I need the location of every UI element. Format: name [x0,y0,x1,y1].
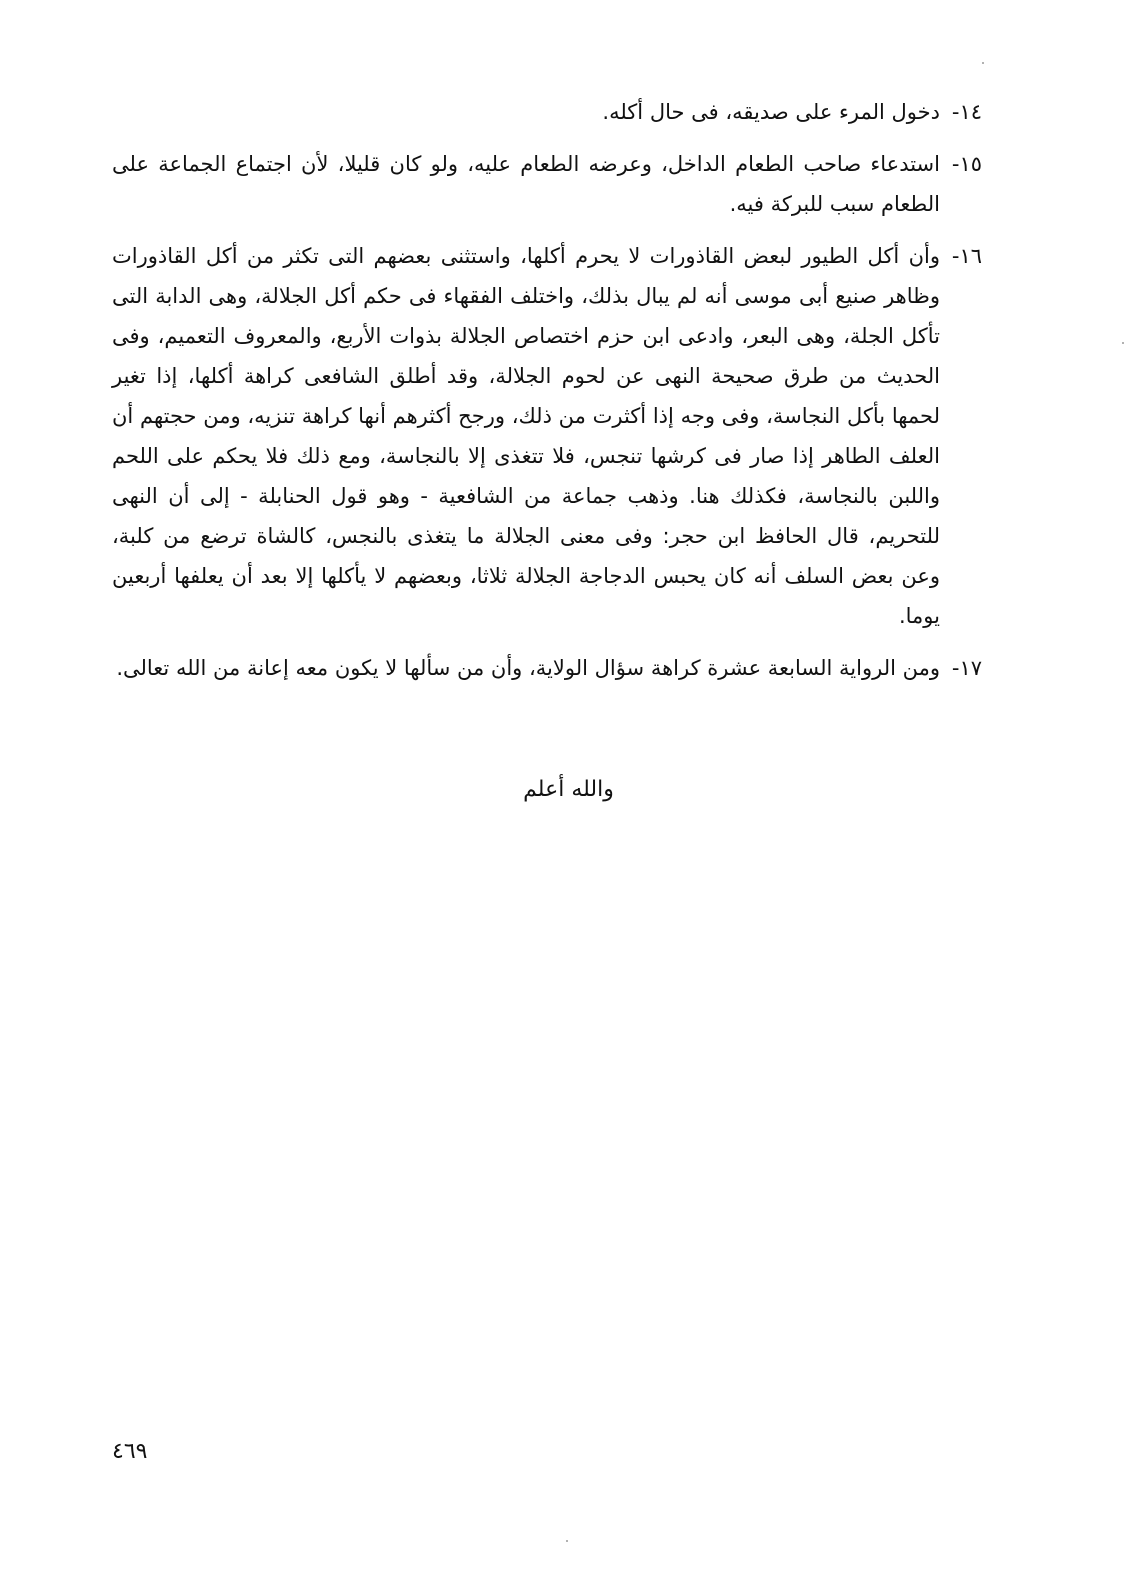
list-item [112,648,982,688]
item-text: دخول المرء على صديقه، فى حال أكله. [602,100,940,124]
page-number: ٤٦٩ [112,1439,148,1464]
list-item [112,92,982,132]
item-number: ١٧- [951,656,982,680]
scan-speck [566,1540,568,1542]
item-number: ١٤- [951,100,982,124]
list-item [112,144,982,224]
scan-speck [982,62,984,64]
item-number: ١٥- [951,152,982,176]
item-number: ١٦- [951,244,982,268]
body-text [112,92,982,700]
scan-speck [1122,342,1124,344]
list-item [112,236,982,636]
item-text: استدعاء صاحب الطعام الداخل، وعرضه الطعام عليه، ولو كان قليلا، لأن اجتماع الجماعة على الطعام سبب للبركة فيه. [112,152,940,216]
item-text: ومن الرواية السابعة عشرة كراهة سؤال الولاية، وأن من سألها لا يكون معه إعانة من الله تعالى. [116,656,940,680]
closing-phrase: والله أعلم [523,777,614,802]
item-text: وأن أكل الطيور لبعض القاذورات لا يحرم أكلها، واستثنى بعضهم التى تكثر من أكل القاذورات وظاهر صنيع أبى موسى أنه لم يبال بذلك، واختلف الفقهاء فى حكم أكل الجلالة، وهى الدابة التى تأكل الجلة، وهى البعر، وادعى ابن حزم اختصاص الجلالة بذوات الأربع، والمعروف التعميم، وفى الحديث من طرق صحيحة النهى عن لحوم الجلالة، وقد أطلق الشافعى كراهة أكلها، إذا تغير لحمها بأكل النجاسة، وفى وجه إذا أكثرت من ذلك، ورجح أكثرهم أنها كراهة تنزيه، ومن حجتهم أن العلف الطاهر إذا صار فى كرشها تنجس، فلا تتغذى إلا بالنجاسة، ومع ذلك فلا يحكم على اللحم واللبن بالنجاسة، فكذلك هنا. وذهب جماعة من الشافعية - وهو قول الحنابلة - إلى أن النهى للتحريم، قال الحافظ ابن حجر: وفى معنى الجلالة ما يتغذى بالنجس، كالشاة ترضع من كلبة، وعن بعض السلف أنه كان يحبس الدجاجة الجلالة ثلاثا، وبعضهم لا يأكلها إلا بعد أن يعلفها أربعين يوما. [112,244,940,628]
